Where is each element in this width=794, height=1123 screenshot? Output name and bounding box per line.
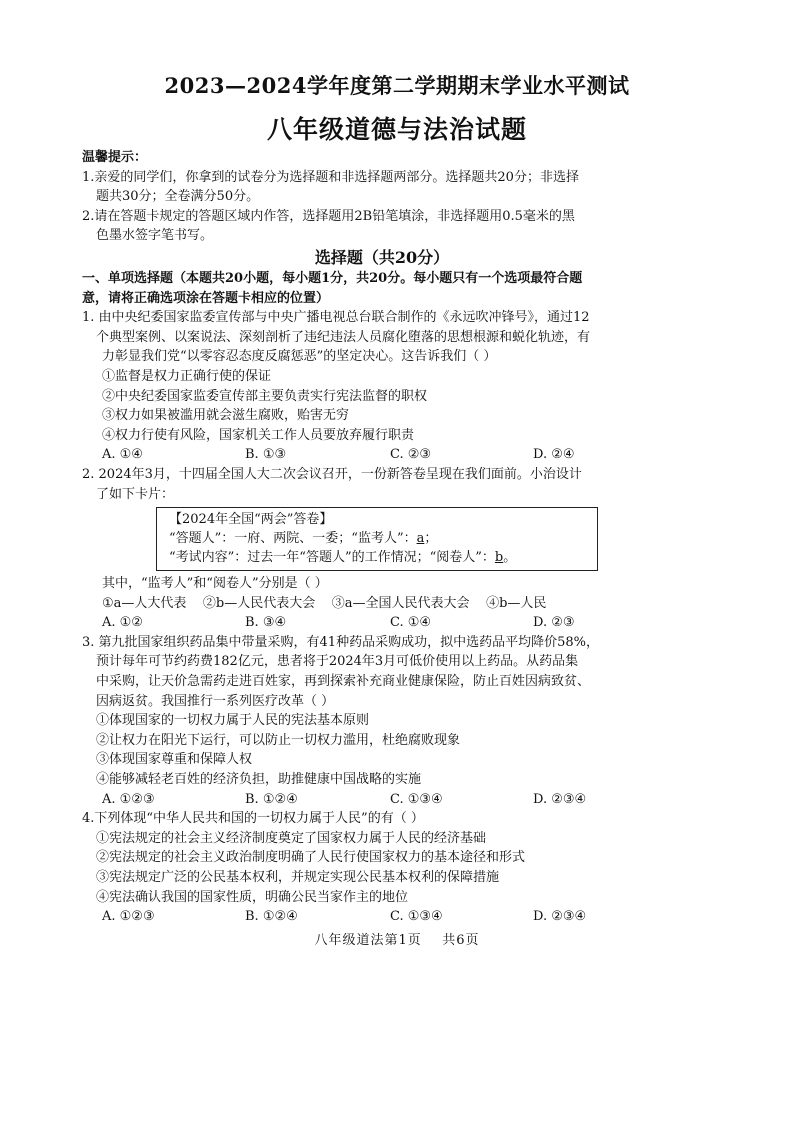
card-heading: 【2024年全国“两会”答卷】 [169, 512, 333, 528]
question-stem-line: 2. 2024年3月，十四届全国人大二次会议召开，一份新答卷呈现在我们面前。小治设计 [82, 466, 582, 482]
question-stem-line: 因病返贫。我国推行一系列医疗改革（ ） [96, 693, 335, 709]
option-b: B. ①②④ [245, 791, 298, 807]
statement: ②宪法规定的社会主义政治制度明确了人民行使国家权力的基本途径和形式 [96, 850, 526, 866]
statement: ①监督是权力正确行使的保证 [102, 368, 272, 384]
card-text: “考试内容”：过去一年“答题人”的工作情况；“阅卷人”： [169, 550, 495, 566]
option-b: B. ③④ [245, 615, 287, 631]
question-stem-line: 个典型案例、以案说法、深刻剖析了违纪违法人员腐化堕落的思想根源和蜕化轨迹，有 [96, 329, 591, 345]
section-title: 选择题（共20分） [314, 247, 450, 267]
exam-content [82, 148, 682, 927]
statement: ①a—人大代表 ②b—人民代表大会 ③a—全国人民代表大会 ④b—人民 [102, 595, 547, 611]
question-4 [82, 809, 682, 927]
option-d: D. ②④ [533, 447, 575, 463]
option-a: A. ①②③ [102, 909, 155, 925]
exam-subtitle: 八年级道德与法治试题 [266, 115, 527, 144]
question-prompt: 其中，“监考人”和“阅卷人”分别是（ ） [102, 576, 328, 592]
answer-options [82, 613, 682, 633]
option-c: C. ①③④ [390, 791, 443, 807]
card-text: ； [424, 531, 438, 547]
statement: ④权力行使有风险，国家机关工作人员要放弃履行职责 [102, 427, 415, 443]
question-1 [82, 308, 682, 465]
question-stem-line: 力彰显我们党“以零容忍态度反腐惩恶”的坚定决心。这告诉我们（ ） [102, 349, 497, 365]
statement: ③体现国家尊重和保障人权 [96, 752, 253, 768]
option-c: C. ①③④ [390, 909, 443, 925]
option-c: C. ②③ [390, 447, 432, 463]
option-d: D. ②③ [533, 615, 575, 631]
exam-title: 2023—2024学年度第二学期期末学业水平测试 [164, 73, 630, 98]
option-a: A. ①②③ [102, 791, 155, 807]
statement: ②中央纪委国家监委宣传部主要负责实行宪法监督的职权 [102, 388, 428, 404]
notice-line: 1.亲爱的同学们，你拿到的试卷分为选择题和非选择题两部分。选择题共20分；非选择 [82, 169, 579, 185]
notice-line: 题共30分；全卷满分50分。 [96, 189, 260, 205]
section-instruction: 意，请将正确选项涂在答题卡相应的位置） [82, 290, 330, 306]
blank-b: b [494, 550, 504, 566]
answer-options [82, 907, 682, 927]
blank-a: a [416, 531, 425, 547]
option-a: A. ①② [102, 615, 143, 631]
statement: ③宪法规定广泛的公民基本权利，并规定实现公民基本权利的保障措施 [96, 870, 500, 885]
statement: ①体现国家的一切权力属于人民的宪法基本原则 [96, 713, 370, 729]
notice-line: 2.请在答题卡规定的答题区域内作答，选择题用2B铅笔填涂，非选择题用0.5毫米的黑 [82, 208, 575, 224]
option-d: D. ②③④ [533, 791, 587, 807]
statement: ④宪法确认我国的国家性质，明确公民当家作主的地位 [96, 889, 409, 905]
question-stem-line: 预计每年可节约药费182亿元，患者将于2024年3月可低价使用以上药品。从药品集 [96, 654, 579, 670]
answer-options [82, 790, 682, 810]
notice-line: 色墨水签字笔书写。 [96, 228, 214, 244]
page-footer: 八年级道法第1页 共6页 [314, 933, 480, 948]
option-d: D. ②③④ [533, 909, 587, 925]
question-2 [82, 465, 682, 633]
question-stem-line: 1. 由中央纪委国家监委宣传部与中央广播电视总台联合制作的《永远吹冲锋号》，通过12 [82, 310, 590, 326]
card-line [169, 529, 585, 548]
card-text: 。 [503, 550, 517, 566]
section-instruction: 一、单项选择题（本题共20小题，每小题1分，共20分。每小题只有一个选项最符合题 [82, 270, 583, 286]
question-stem-line: 中采购，让天价急需药走进百姓家，再到探索补充商业健康保险，防止百姓因病致贫、 [96, 674, 591, 690]
option-a: A. ①④ [102, 447, 143, 463]
card-line [169, 548, 585, 567]
option-b: B. ①②④ [245, 909, 298, 925]
statement: ③权力如果被滥用就会滋生腐败，贻害无穷 [102, 408, 350, 424]
statement: ①宪法规定的社会主义经济制度奠定了国家权力属于人民的经济基础 [96, 830, 487, 846]
answer-options [82, 445, 682, 465]
notice-heading: 温馨提示： [82, 150, 148, 165]
option-c: C. ①④ [390, 615, 432, 631]
option-b: B. ①③ [245, 447, 287, 463]
statement: ④能够减轻老百姓的经济负担，助推健康中国战略的实施 [96, 772, 422, 788]
question-stem-line: 4.下列体现“中华人民共和国的一切权力属于人民”的有（ ） [82, 811, 424, 827]
info-card [156, 507, 598, 571]
statement: ②让权力在阳光下运行，可以防止一切权力滥用，杜绝腐败现象 [96, 732, 461, 748]
question-stem-line: 3. 第九批国家组织药品集中带量采购，有41种药品采购成功，拟中选药品平均降价58%， [82, 634, 599, 650]
question-stem-line: 了如下卡片： [96, 486, 175, 502]
card-text: “答题人”：一府、两院、一委；“监考人”： [169, 531, 417, 547]
question-3 [82, 633, 682, 809]
